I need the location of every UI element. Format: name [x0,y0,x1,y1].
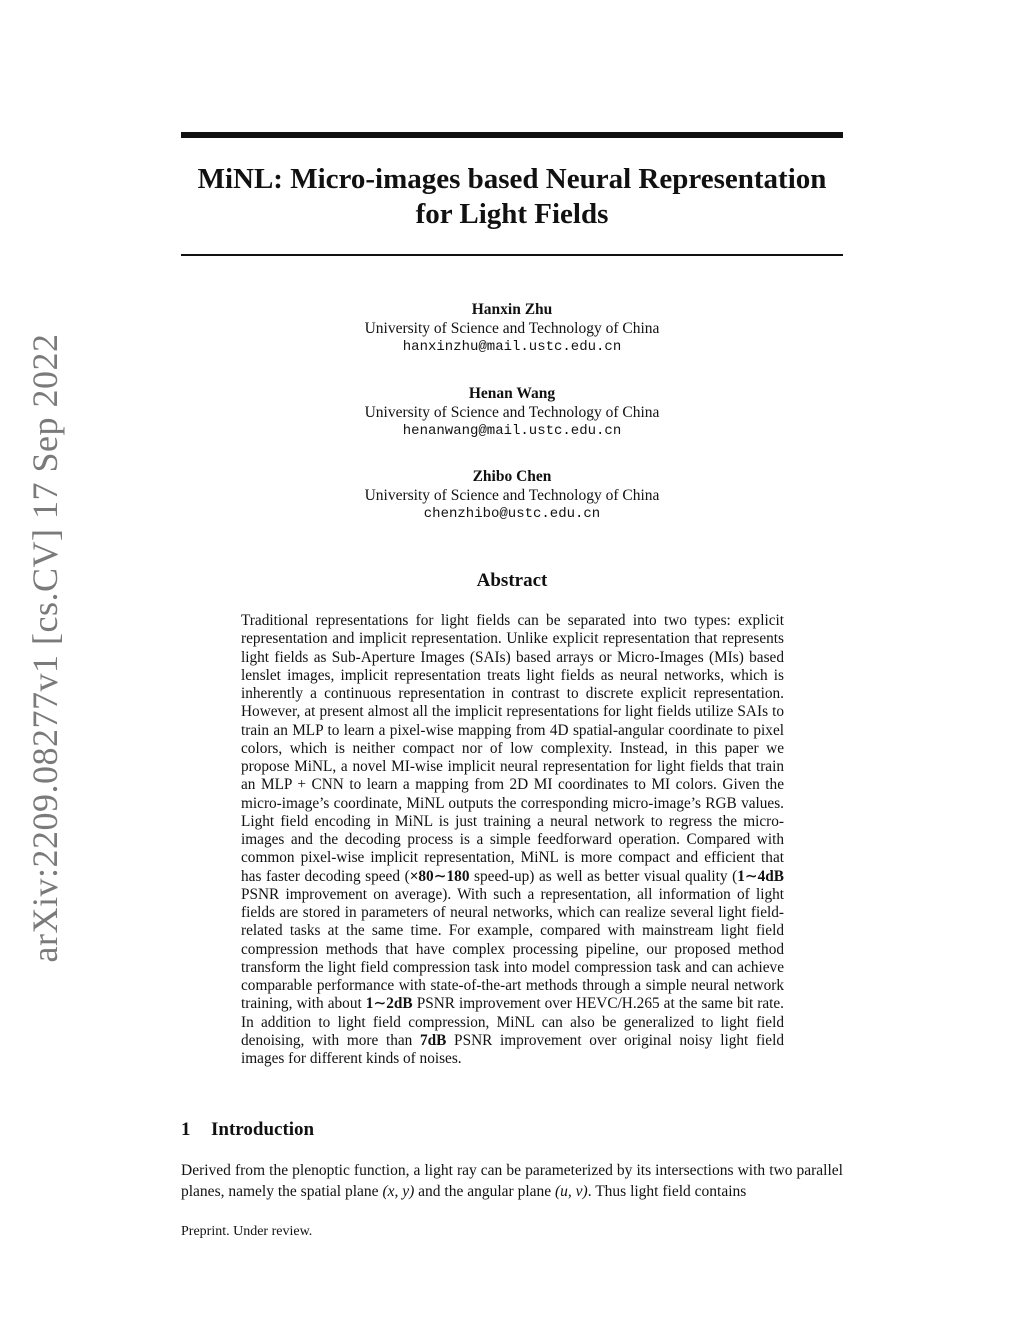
author-email[interactable]: chenzhibo@ustc.edu.cn [423,506,601,522]
abstract-emphasis: 1∼2dB [365,995,413,1013]
abstract-part: Traditional representations for light fields can be separated into two types: explicit representation and implicit representation. Unlike explicit representation that represents light fields as Sub-Aperture Images (SAIs) based arrays or Micro-Images (MIs) based lenslet images, implicit representation treats light fields as neural networks, which is inherently a continuous representation in contrast to discrete explicit representation. However, at present almost all the implicit representations for light fields utilize SAIs to train an MLP to learn a pixel-wise mapping from 4D spatial-angular coordinate to pixel colors, which is neither compact nor of low complexity. Instead, in this paper we propose MiNL, a novel MI-wise implicit neural representation for light fields that train an MLP + CNN to learn a mapping from 2D MI coordinates to MI colors. Given the micro-image’s coordinate, MiNL outputs the corresponding micro-image’s RGB values. Light field encoding in MiNL is just training a neural network to regress the micro-images and the decoding process is a simple feedforward operation. Compared with common pixel-wise implicit representation, MiNL is more compact and efficient that has faster decoding speed ( [241,612,784,885]
math-angular-plane: (u, v) [555,1183,588,1200]
author-block [181,384,843,441]
math-spatial-plane: (x, y) [382,1183,415,1200]
abstract-part: speed-up) as well as better visual quality ( [469,867,738,885]
title-line-1: MiNL: Micro-images based Neural Representation [197,163,827,195]
arxiv-identifier: arXiv:2209.08277v1 [cs.CV] 17 Sep 2022 [25,333,65,963]
author-block [181,467,843,524]
title-bottom-rule [181,254,843,256]
preprint-footnote: Preprint. Under review. [181,1224,313,1239]
section-number: 1 [181,1119,191,1140]
introduction-paragraph [181,1160,843,1202]
abstract-text [241,612,784,1068]
section-title: Introduction [211,1119,315,1140]
author-affiliation: University of Science and Technology of China [364,320,660,337]
abstract-emphasis: 1∼4dB [737,867,785,885]
author-affiliation: University of Science and Technology of China [364,404,660,421]
title-top-rule [181,132,843,138]
author-name: Henan Wang [468,385,556,402]
intro-text-part: Derived from the plenoptic function, a light ray can be parameterized by its intersections with two parallel planes, namely the spatial plane [181,1162,843,1200]
abstract-part: PSNR improvement on average). With such a representation, all information of light fields are stored in parameters of neural networks, which can realize several light field-related tasks at the same time. For example, compared with mainstream light field compression methods that have complex processing pipeline, our proposed method transform the light field compression task into model compression task and can achieve comparable performance with state-of-the-art methods through a simple neural network training, with about [241,885,784,1013]
title-line-2: for Light Fields [415,198,609,230]
abstract-emphasis: 7dB [420,1031,447,1049]
abstract-heading: Abstract [476,570,548,591]
abstract-part: PSNR improvement over HEVC/H.265 at the same bit rate. In addition to light field compression, MiNL can also be generalized to light field denoising, with more than [241,995,785,1049]
intro-text-part: and the angular plane [414,1183,556,1200]
abstract-part: PSNR improvement over original noisy light field images for different kinds of noises. [241,1031,784,1067]
author-block [181,300,843,357]
author-name: Hanxin Zhu [471,301,553,318]
abstract-emphasis: ×80∼180 [409,867,470,885]
author-name: Zhibo Chen [472,468,552,485]
paper-title [181,162,843,232]
author-affiliation: University of Science and Technology of China [364,487,660,504]
section-heading-introduction [181,1119,843,1141]
intro-text-part: . Thus light field contains [587,1183,747,1200]
author-email[interactable]: henanwang@mail.ustc.edu.cn [402,423,622,439]
author-email[interactable]: hanxinzhu@mail.ustc.edu.cn [402,339,622,355]
